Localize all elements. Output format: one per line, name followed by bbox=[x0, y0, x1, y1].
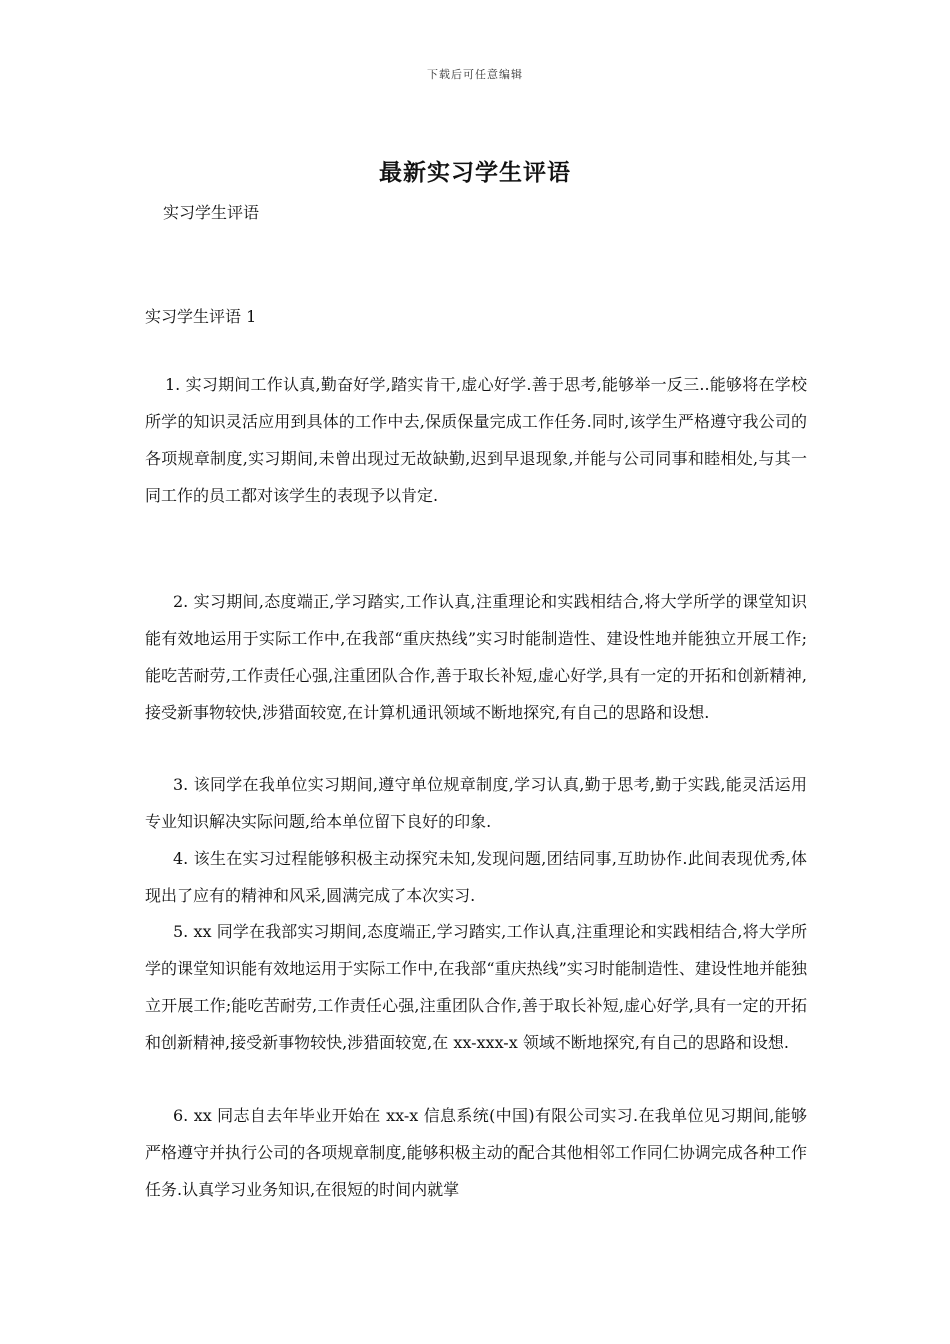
comment-paragraph-4: 4. 该生在实习过程能够积极主动探究未知,发现问题,团结同事,互助协作.此间表现优秀,体现出了应有的精神和风采,圆满完成了本次实习. bbox=[145, 849, 807, 905]
document-title: 最新实习学生评语 bbox=[379, 159, 571, 186]
comment-paragraph-2: 2. 实习期间,态度端正,学习踏实,工作认真,注重理论和实践相结合,将大学所学的课堂知识能有效地运用于实际工作中,在我部“重庆热线”实习时能制造性、建设性地并能独立开展工作;能吃苦耐劳,工作责任心强,注重团队合作,善于取长补短,虚心好学,具有一定的开拓和创新精神,接受新事物较快,涉猎面较宽,在计算机通讯领域不断地探究,有自己的思路和设想. bbox=[145, 592, 807, 722]
section-heading: 实习学生评语 1 bbox=[145, 307, 257, 326]
comment-paragraph-6: 6. xx 同志自去年毕业开始在 xx-x 信息系统(中国)有限公司实习.在我单位见习期间,能够严格遵守并执行公司的各项规章制度,能够积极主动的配合其他相邻工作同仁协调完成各种工作任务.认真学习业务知识,在很短的时间内就掌 bbox=[145, 1106, 807, 1199]
comment-paragraph-3: 3. 该同学在我单位实习期间,遵守单位规章制度,学习认真,勤于思考,勤于实践,能灵活运用专业知识解决实际问题,给本单位留下良好的印象. bbox=[145, 775, 807, 831]
document-subtitle: 实习学生评语 bbox=[163, 203, 260, 222]
comment-paragraph-5: 5. xx 同学在我部实习期间,态度端正,学习踏实,工作认真,注重理论和实践相结合,将大学所学的课堂知识能有效地运用于实际工作中,在我部“重庆热线”实习时能制造性、建设性地并能独立开展工作;能吃苦耐劳,工作责任心强,注重团队合作,善于取长补短,虚心好学,具有一定的开拓和创新精神,接受新事物较快,涉猎面较宽,在 xx-xxx-x 领域不断地探究,有自己的思路和设想. bbox=[145, 922, 807, 1052]
comment-paragraph-1: 1. 实习期间工作认真,勤奋好学,踏实肯干,虚心好学.善于思考,能够举一反三..能够将在学校所学的知识灵活应用到具体的工作中去,保质保量完成工作任务.同时,该学生严格遵守我公司的各项规章制度,实习期间,未曾出现过无故缺勤,迟到早退现象,并能与公司同事和睦相处,与其一同工作的员工都对该学生的表现予以肯定. bbox=[145, 375, 807, 505]
page-header-note: 下载后可任意编辑 bbox=[427, 68, 523, 81]
